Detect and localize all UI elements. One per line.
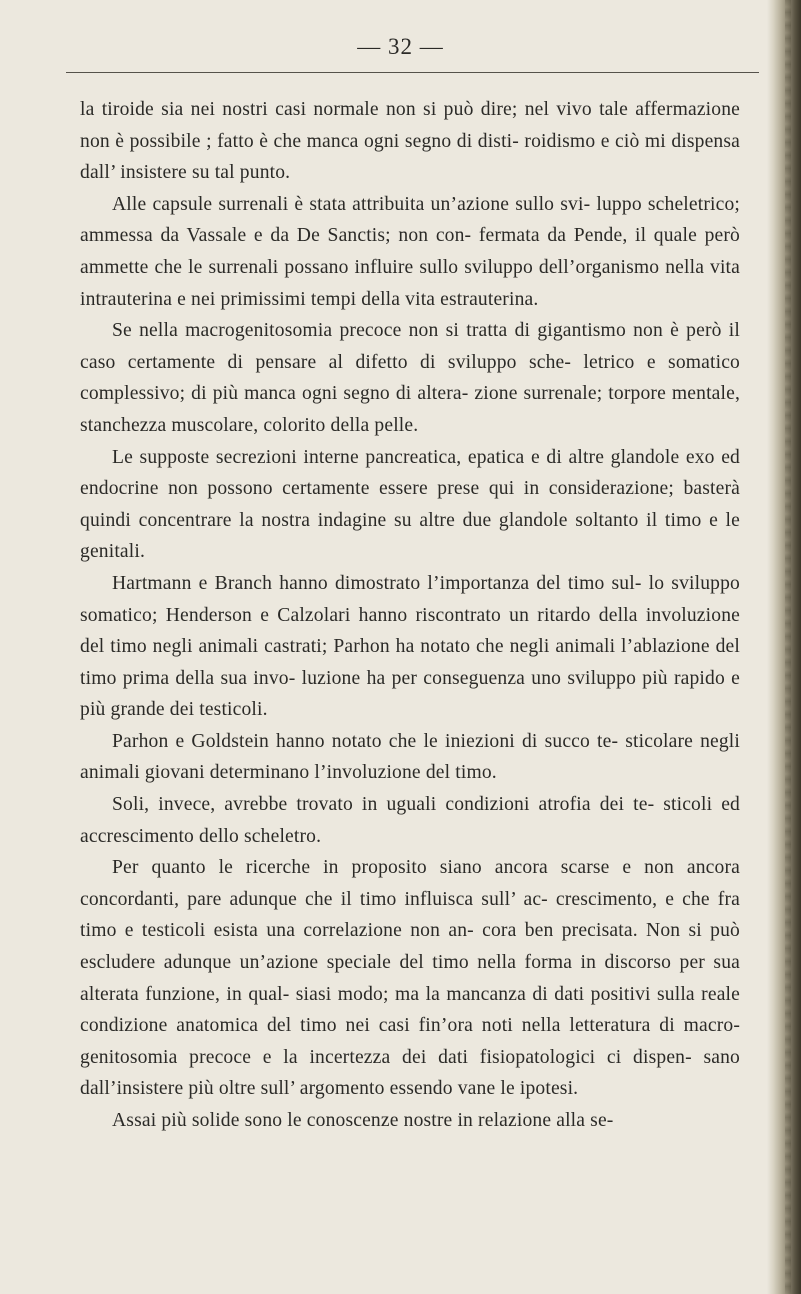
paragraph-3: Se nella macrogenitosomia precoce non si tratta di gigantismo non è però il caso certamente di pensare al difetto di sviluppo sche- letrico e somatico complessivo; di più manca ogni segno di altera- zione surrenale; torpore mentale, stanchezza muscolare, colorito della pelle. <box>80 320 740 436</box>
paragraph-1: la tiroide sia nei nostri casi normale non si può dire; nel vivo tale affermazione non è possibile ; fatto è che manca ogni segno di disti- roidismo e ciò mi dispensa dall’ insistere su tal punto. <box>80 99 740 184</box>
paragraph-5: Hartmann e Branch hanno dimostrato l’importanza del timo sul- lo sviluppo somatico; Henderson e Calzolari hanno riscontrato un ritardo della involuzione del timo negli animali castrati; Parhon ha notato che negli animali l’ablazione del timo prima della sua invo- luzione ha per conseguenza uno sviluppo più rapido e più grande dei testicoli. <box>80 572 740 721</box>
paragraph-4: Le supposte secrezioni interne pancreatica, epatica e di altre glandole exo ed endocrine non possono certamente essere prese qui in considerazione; basterà quindi concentrare la nostra indagine su altre due glandole soltanto il timo e le genitali. <box>80 446 740 563</box>
paragraph-2: Alle capsule surrenali è stata attribuita un’azione sullo svi- luppo scheletrico; ammessa da Vassale e da De Sanctis; non con- fermata da Pende, il quale però ammette che le surrenali possano influire sullo sviluppo dell’organismo nella vita intrauterina e nei primissimi tempi della vita estrauterina. <box>80 193 740 310</box>
paragraph-6: Parhon e Goldstein hanno notato che le iniezioni di succo te- sticolare negli animali giovani determinano l’involuzione del timo. <box>80 730 740 784</box>
paragraph-8: Per quanto le ricerche in proposito siano ancora scarse e non ancora concordanti, pare adunque che il timo influisca sull’ ac- crescimento, e che fra timo e testicoli esista una correlazione non an- cora ben precisata. Non si può escludere adunque un’azione speciale del timo nella forma in discorso per sua alterata funzione, in qual- siasi modo; ma la mancanza di dati positivi sulla reale condizione anatomica del timo nei casi fin’ora noti nella letteratura di macro- genitosomia precoce e la incertezza dei dati fisiopatologici ci dispen- sano dall’insistere più oltre sull’ argomento essendo vane le ipotesi. <box>80 857 740 1100</box>
body-text <box>80 94 740 1137</box>
book-binding-edge <box>767 0 801 1294</box>
binding-texture <box>785 0 791 1294</box>
page-number: — 32 — <box>357 34 444 59</box>
header-rule <box>66 72 759 73</box>
paragraph-7: Soli, invece, avrebbe trovato in uguali condizioni atrofia dei te- sticoli ed accrescimento dello scheletro. <box>80 794 740 847</box>
paragraph-9: Assai più solide sono le conoscenze nostre in relazione alla se- <box>112 1110 614 1131</box>
